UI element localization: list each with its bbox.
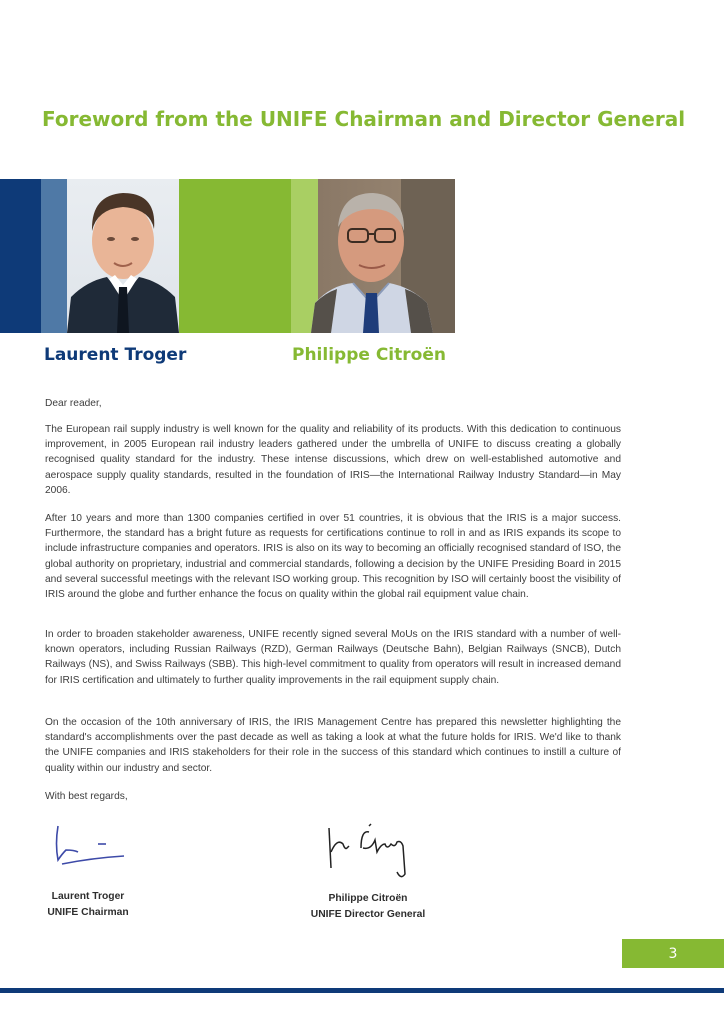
letter-closing: With best regards, bbox=[45, 791, 128, 802]
letter-paragraph-4: On the occasion of the 10th anniversary of IRIS, the IRIS Management Centre has prepared this newsletter highlighting the standard's accomplishments over the past decade as well as taking a look at what the future holds for IRIS. We'd like to thank the UNIFE companies and IRIS stakeholders for their role in the success of this standard which continues to instill a culture of quality within our industry and sector. bbox=[45, 717, 621, 774]
letter-paragraph-2: After 10 years and more than 1300 companies certified in over 51 countries, it is obvious that the IRIS is a major success. Furthermore, the standard has a bright future as requests for certifications continue to roll in and as IRIS expands its scope to include infrastructure companies and operators. IRIS is also on its way to becoming an officially recognised standard of ISO, the global authority on proprietary, industrial and commercial standards, following a decision by the UNIFE Presiding Board in 2015 and several successful meetings with the relevant ISO working group. This recognition by ISO will certainly boost the visibility of IRIS around the globe and further enhance the focus on quality within the global rail equipment value chain. bbox=[45, 513, 621, 601]
signer-block-philippe-citroen bbox=[300, 891, 436, 922]
letter-salutation: Dear reader, bbox=[45, 398, 102, 409]
letter-paragraph-1: The European rail supply industry is well known for the quality and reliability of its products. With this dedication to continuous improvement, in 2005 European rail industry leaders gathered under the umbrella of UNIFE to discuss creating a globally recognised quality standard for the industry. These intense discussions, which drew on well-established automotive and aerospace supply quality standards, resulted in the foundation of IRIS—the International Railway Industry Standard—in May 2006. bbox=[45, 424, 621, 496]
page-number: 3 bbox=[622, 939, 724, 968]
footer-rule bbox=[0, 988, 724, 993]
name-philippe-citroen: Philippe Citroën bbox=[292, 345, 446, 365]
signature-philippe-citroen bbox=[325, 822, 421, 882]
letter-paragraph-3: In order to broaden stakeholder awareness, UNIFE recently signed several MoUs on the IRIS standard with a number of well-known operators, including Russian Railways (RZD), German Railways (Deutsche Bahn), Belgian Railways (SNCB), Dutch Railways (NS), and Swiss Railways (SBB). This high-level commitment to quality from operators will result in increased demand for IRIS certification and ultimately to further quality improvements in the rail equipment supply chain. bbox=[45, 629, 621, 686]
navy-color-block bbox=[0, 179, 41, 333]
portrait-philippe-citroen bbox=[291, 179, 455, 333]
name-laurent-troger: Laurent Troger bbox=[44, 345, 187, 365]
signer-role: UNIFE Chairman bbox=[47, 906, 129, 918]
signature-laurent-troger bbox=[52, 820, 132, 868]
page-title: Foreword from the UNIFE Chairman and Director General bbox=[42, 107, 686, 131]
steel-blue-color-block bbox=[41, 179, 67, 333]
portrait-band bbox=[0, 179, 455, 333]
green-color-block bbox=[179, 179, 291, 333]
signer-name: Philippe Citroën bbox=[328, 893, 408, 904]
signer-block-laurent-troger bbox=[45, 889, 131, 920]
signer-name: Laurent Troger bbox=[51, 891, 125, 902]
signer-role: UNIFE Director General bbox=[310, 908, 426, 920]
portrait-laurent-troger bbox=[67, 179, 179, 333]
